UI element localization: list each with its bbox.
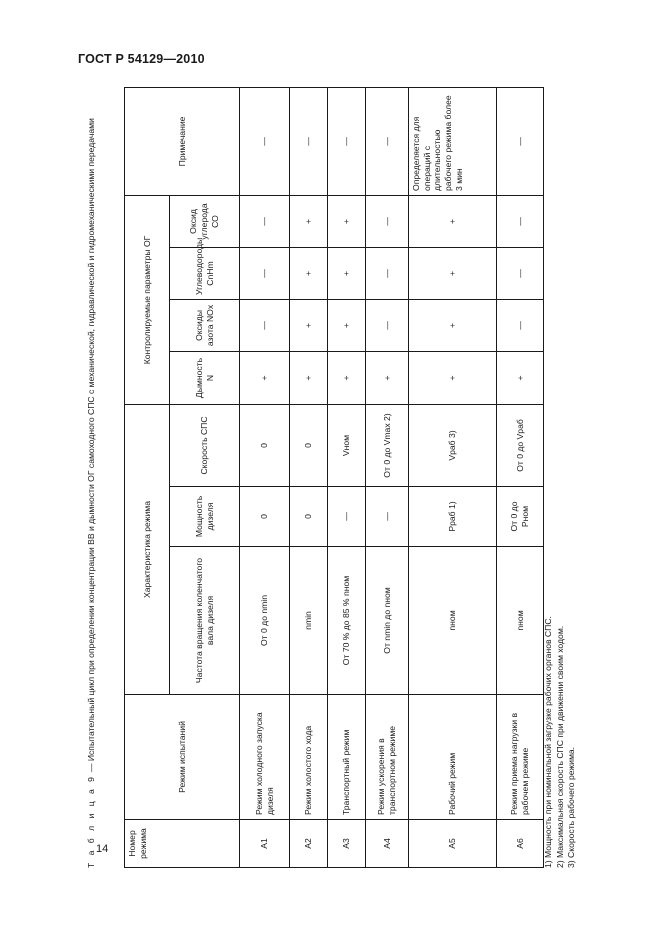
test-cycle-table (124, 87, 544, 868)
cell-num: А2 (290, 820, 328, 868)
cell-speed: От 0 до Vmax 2) (366, 405, 409, 487)
cell-ch: — (240, 248, 290, 300)
cell-mode: Режим ускорения в транспортном режиме (366, 695, 409, 820)
cell-nox: + (409, 300, 497, 352)
caption-prefix: Т а б л и ц а 9 (86, 774, 96, 868)
cell-smoke: + (497, 352, 544, 405)
cell-rpm: nном (497, 547, 544, 695)
cell-co: + (409, 195, 497, 247)
cell-power: — (366, 487, 409, 547)
footnote-1: 1) Мощность при номинальной загрузке рабочих органов СПС. (543, 616, 553, 868)
header-ch: Углеводороды CnHm (170, 248, 240, 300)
cell-speed: Vном (328, 405, 366, 487)
table-row (290, 87, 328, 867)
header-mode: Режим испытаний (125, 695, 240, 820)
header-note: Примечание (125, 87, 240, 195)
header-nox: Оксиды азота NOx (170, 300, 240, 352)
cell-mode: Режим приема нагрузки в рабочем режиме (497, 695, 544, 820)
cell-num: А3 (328, 820, 366, 868)
header-power: Мощность дизеля (170, 487, 240, 547)
header-smoke: Дымность N (170, 352, 240, 405)
cell-power: — (328, 487, 366, 547)
cell-speed: От 0 до Vраб (497, 405, 544, 487)
cell-rpm: От 70 % до 85 % nном (328, 547, 366, 695)
cell-smoke: + (409, 352, 497, 405)
cell-power: Pраб 1) (409, 487, 497, 547)
cell-note: — (290, 87, 328, 195)
cell-nox: + (290, 300, 328, 352)
cell-co: — (497, 195, 544, 247)
cell-num: А4 (366, 820, 409, 868)
header-speed: Скорость СПС (170, 405, 240, 487)
caption-text: — Испытательный цикл при определении концентрации ВВ и дымности ОГ самоходного СПС с механической, гидравлической и гидромеханическими передачами (86, 118, 96, 775)
cell-note: — (497, 87, 544, 195)
cell-speed: 0 (290, 405, 328, 487)
table-row (409, 87, 497, 867)
cell-note: Определяется для операций с длительностью рабочего режима более 3 мин (409, 87, 497, 195)
cell-note: — (328, 87, 366, 195)
cell-speed: Vраб 3) (409, 405, 497, 487)
cell-ch: + (290, 248, 328, 300)
footnote-2: 2) Максимальная скорость СПС при движении своим ходом. (554, 625, 565, 868)
cell-co: — (366, 195, 409, 247)
cell-num: А5 (409, 820, 497, 868)
cell-num: А1 (240, 820, 290, 868)
page-number: 14 (96, 843, 109, 855)
cell-speed: 0 (240, 405, 290, 487)
cell-rpm: От nmin до nном (366, 547, 409, 695)
cell-power: От 0 до Pном (497, 487, 544, 547)
header-char-group: Характеристика режима (125, 405, 170, 695)
cell-mode: Режим холодного запуска дизеля (240, 695, 290, 820)
cell-note: — (240, 87, 290, 195)
cell-mode: Рабочий режим (409, 695, 497, 820)
cell-note: — (366, 87, 409, 195)
header-co: Оксид углерода СО (170, 195, 240, 247)
cell-smoke: + (240, 352, 290, 405)
cell-nox: — (497, 300, 544, 352)
cell-co: + (290, 195, 328, 247)
header-rpm: Частота вращения коленчатого вала дизеля (170, 547, 240, 695)
header-params-group: Контролируемые параметры ОГ (125, 195, 170, 404)
cell-power: 0 (240, 487, 290, 547)
cell-mode: Режим холостого хода (290, 695, 328, 820)
table-row (366, 87, 409, 867)
cell-nox: — (240, 300, 290, 352)
cell-nox: — (366, 300, 409, 352)
header-num: Номер режима (125, 820, 240, 868)
cell-ch: — (366, 248, 409, 300)
cell-rpm: От 0 до nmin (240, 547, 290, 695)
rotated-table-block (86, 88, 608, 868)
cell-smoke: + (366, 352, 409, 405)
footnotes (543, 88, 578, 868)
cell-num: А6 (497, 820, 544, 868)
document-header: ГОСТ Р 54129—2010 (78, 52, 205, 66)
footnote-3: 3) Скорость рабочего режима. (566, 746, 577, 868)
cell-nox: + (328, 300, 366, 352)
cell-rpm: nmin (290, 547, 328, 695)
cell-rpm: nном (409, 547, 497, 695)
cell-smoke: + (290, 352, 328, 405)
cell-power: 0 (290, 487, 328, 547)
cell-ch: + (409, 248, 497, 300)
table-row (240, 87, 290, 867)
table-caption (86, 88, 118, 868)
cell-smoke: + (328, 352, 366, 405)
table-row (497, 87, 544, 867)
table-row (328, 87, 366, 867)
cell-ch: — (497, 248, 544, 300)
cell-mode: Транспортный режим (328, 695, 366, 820)
cell-co: — (240, 195, 290, 247)
cell-ch: + (328, 248, 366, 300)
cell-co: + (328, 195, 366, 247)
